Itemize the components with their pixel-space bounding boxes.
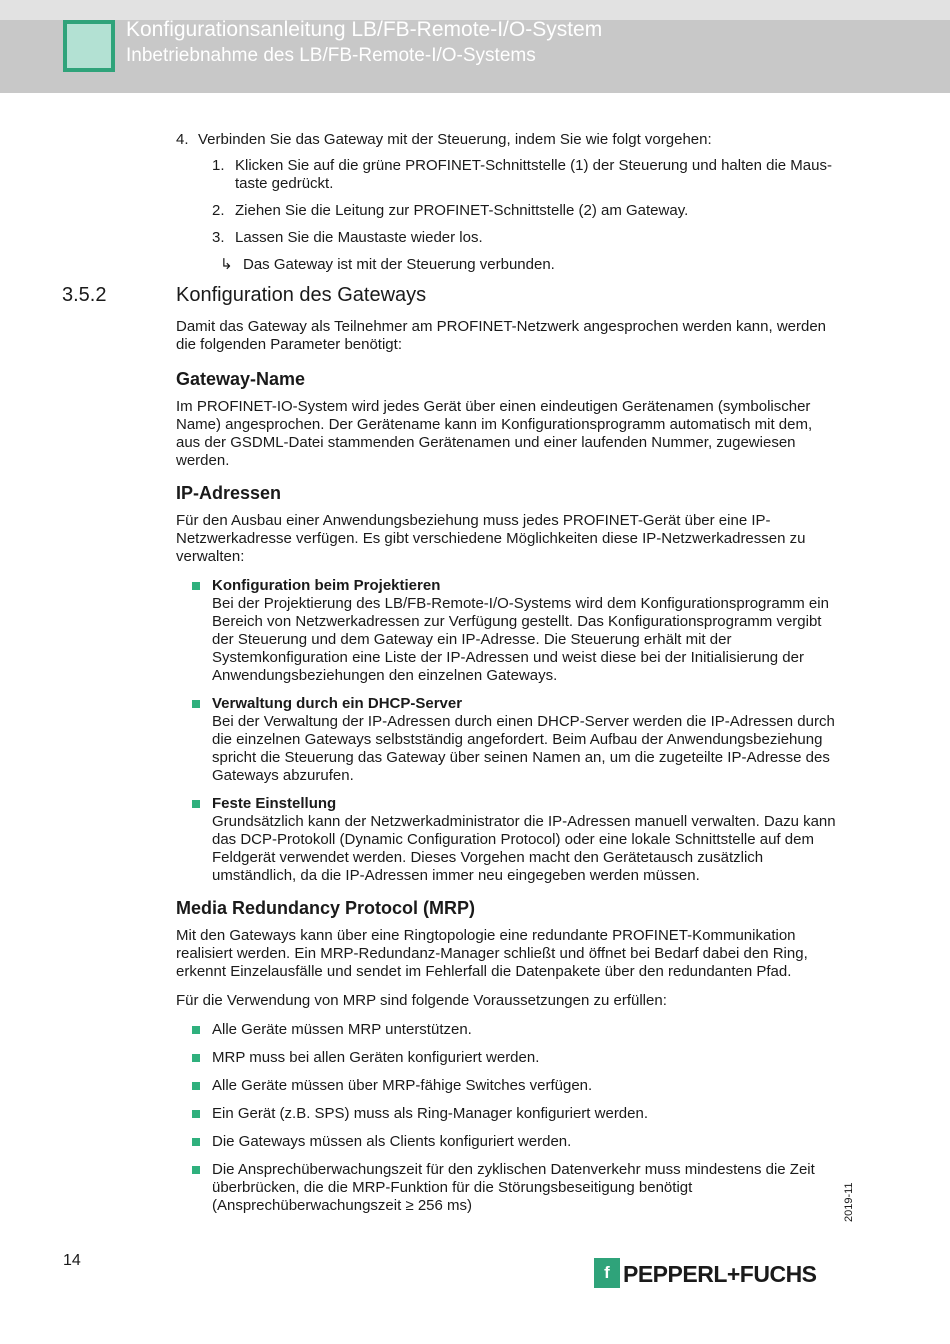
- list-item: [176, 1133, 836, 1151]
- mrp-requirements-list: [176, 1021, 836, 1215]
- brand-icon: f: [594, 1258, 620, 1288]
- result-text: Das Gateway ist mit der Steuerung verbunden.: [243, 256, 555, 273]
- step-number: 4.: [176, 131, 189, 148]
- list-item: [176, 1105, 836, 1123]
- list-item: [176, 1077, 836, 1095]
- list-item: [176, 795, 836, 885]
- section-title: Konfiguration des Gateways: [176, 284, 427, 306]
- list-item: [176, 1049, 836, 1067]
- step-4: [176, 131, 836, 274]
- substep-text: Klicken Sie auf die grüne PROFINET-Schnittstelle (1) der Steuerung und halten die Maus-taste gedrückt.: [235, 157, 832, 192]
- page-header: [0, 0, 950, 93]
- bullet-square-icon: [192, 1138, 200, 1146]
- list-item-title: Konfiguration beim Projektieren: [212, 577, 441, 594]
- step-list: [176, 131, 836, 284]
- substep-text: Lassen Sie die Maustaste wieder los.: [235, 229, 483, 246]
- substep-item: [198, 202, 836, 220]
- list-item-title: Verwaltung durch ein DHCP-Server: [212, 695, 463, 712]
- substep-text: Ziehen Sie die Leitung zur PROFINET-Schnittstelle (2) am Gateway.: [235, 202, 689, 219]
- heading-gateway-name: Gateway-Name: [176, 369, 306, 389]
- list-item-text: Bei der Verwaltung der IP-Adressen durch einen DHCP-Server werden die IP-Adressen durch die einzelnen Gateways selbstständig angefordert. Beim Aufbau der Anwendungsbeziehung spricht die Steuerung das Gateway über seinen Namen an, um die zugeteilte IP-Adresse des Gateways abzurufen.: [212, 713, 835, 784]
- heading-mrp: Media Redundancy Protocol (MRP): [176, 898, 476, 918]
- list-item: [176, 1021, 836, 1039]
- ip-options-list: [176, 577, 836, 885]
- list-item-text: Alle Geräte müssen über MRP-fähige Switches verfügen.: [212, 1077, 593, 1094]
- list-item: [176, 695, 836, 785]
- gateway-name-text: Im PROFINET-IO-System wird jedes Gerät über einen eindeutigen Gerätenamen (symbolischer Name) angesprochen. Der Gerätename kann im Konfigurationsprogramm automatisch mit dem, aus der GSDML-Datei stammenden Gerätenamen und einer laufenden Nummer, zugewiesen werden.: [176, 398, 813, 469]
- date-code: 2019-11: [843, 1182, 855, 1222]
- bullet-square-icon: [192, 700, 200, 708]
- substep-item: [198, 157, 836, 193]
- header-subtitle: Inbetriebnahme des LB/FB-Remote-I/O-Systems: [126, 45, 536, 66]
- list-item-title: Feste Einstellung: [212, 795, 337, 812]
- substep-item: [198, 229, 836, 247]
- result-arrow-icon: ↳: [220, 256, 233, 273]
- ip-addresses-text: Für den Ausbau einer Anwendungsbeziehung muss jedes PROFINET-Gerät über eine IP-Netzwerkadresse verfügen. Es gibt verschiedene Möglichkeiten diese IP-Netzwerkadressen zu verwalten:: [176, 512, 806, 565]
- list-item-text: Grundsätzlich kann der Netzwerkadministrator die IP-Adressen manuell verwalten. Dazu kann das DCP-Protokoll (Dynamic Configuration Protocol) oder eine lokale Schnittstelle auf dem Feldgerät verwendet werden. Dieses Vorgehen macht den Gerätetausch zusätzlich umständlich, da die IP-Adressen immer neu eingegeben werden müssen.: [212, 813, 836, 884]
- step-text: Verbinden Sie das Gateway mit der Steuerung, indem Sie wie folgt vorgehen:: [198, 131, 712, 148]
- list-item-text: Ein Gerät (z.B. SPS) muss als Ring-Manager konfiguriert werden.: [212, 1105, 649, 1122]
- step-result: [198, 256, 836, 274]
- bullet-square-icon: [192, 1054, 200, 1062]
- bullet-square-icon: [192, 1110, 200, 1118]
- list-item-text: Alle Geräte müssen MRP unterstützen.: [212, 1021, 472, 1038]
- list-item: [176, 577, 836, 685]
- list-item: [176, 1161, 836, 1215]
- header-top-stripe: [0, 0, 950, 20]
- header-title: Konfigurationsanleitung LB/FB-Remote-I/O-System: [126, 18, 603, 41]
- page-number: 14: [63, 1252, 81, 1269]
- list-item-text: Die Gateways müssen als Clients konfiguriert werden.: [212, 1133, 572, 1150]
- header-logo-box: [63, 20, 115, 72]
- bullet-square-icon: [192, 1166, 200, 1174]
- bullet-square-icon: [192, 1082, 200, 1090]
- bullet-square-icon: [192, 1026, 200, 1034]
- section-body: [176, 318, 836, 1225]
- substep-number: 1.: [212, 157, 225, 174]
- brand-name: PEPPERL+FUCHS: [623, 1261, 817, 1287]
- list-item-text: Die Ansprechüberwachungszeit für den zyklischen Datenverkehr muss mindestens die Zeit überbrücken, die die MRP-Funktion für die Störungsbeseitigung benötigt (Ansprechüberwachungszeit ≥ 256 ms): [212, 1161, 815, 1214]
- heading-ip-addresses: IP-Adressen: [176, 483, 282, 503]
- bullet-square-icon: [192, 582, 200, 590]
- substep-list: [198, 157, 836, 247]
- section-number: 3.5.2: [62, 284, 107, 306]
- mrp-requirements-intro: Für die Verwendung von MRP sind folgende Voraussetzungen zu erfüllen:: [176, 992, 667, 1009]
- section-intro: Damit das Gateway als Teilnehmer am PROFINET-Netzwerk angesprochen werden kann, werden die folgenden Parameter benötigt:: [176, 318, 827, 353]
- bullet-square-icon: [192, 800, 200, 808]
- mrp-text: Mit den Gateways kann über eine Ringtopologie eine redundante PROFINET-Kommunikation realisiert werden. Ein MRP-Redundanz-Manager schließt und öffnet bei Bedarf dabei den Ring, erkennt Einzelausfälle und sendet im Fehlerfall die Datenpakete über den redundanten Pfad.: [176, 927, 808, 980]
- list-item-text: Bei der Projektierung des LB/FB-Remote-I/O-Systems wird dem Konfigurationsprogramm ein Bereich von Netzwerkadressen zur Verfügung gestellt. Das Konfigurationsprogramm vergibt der Steuerung und dem Gateway ein IP-Adresse. Die Steuerung erhält mit der Systemkonfiguration eine Liste der IP-Adressen und weist diese bei der Initialisierung der Anwendungsbeziehungen den einzelnen Gateways.: [212, 595, 829, 684]
- substep-number: 3.: [212, 229, 225, 246]
- list-item-text: MRP muss bei allen Geräten konfiguriert werden.: [212, 1049, 540, 1066]
- substep-number: 2.: [212, 202, 225, 219]
